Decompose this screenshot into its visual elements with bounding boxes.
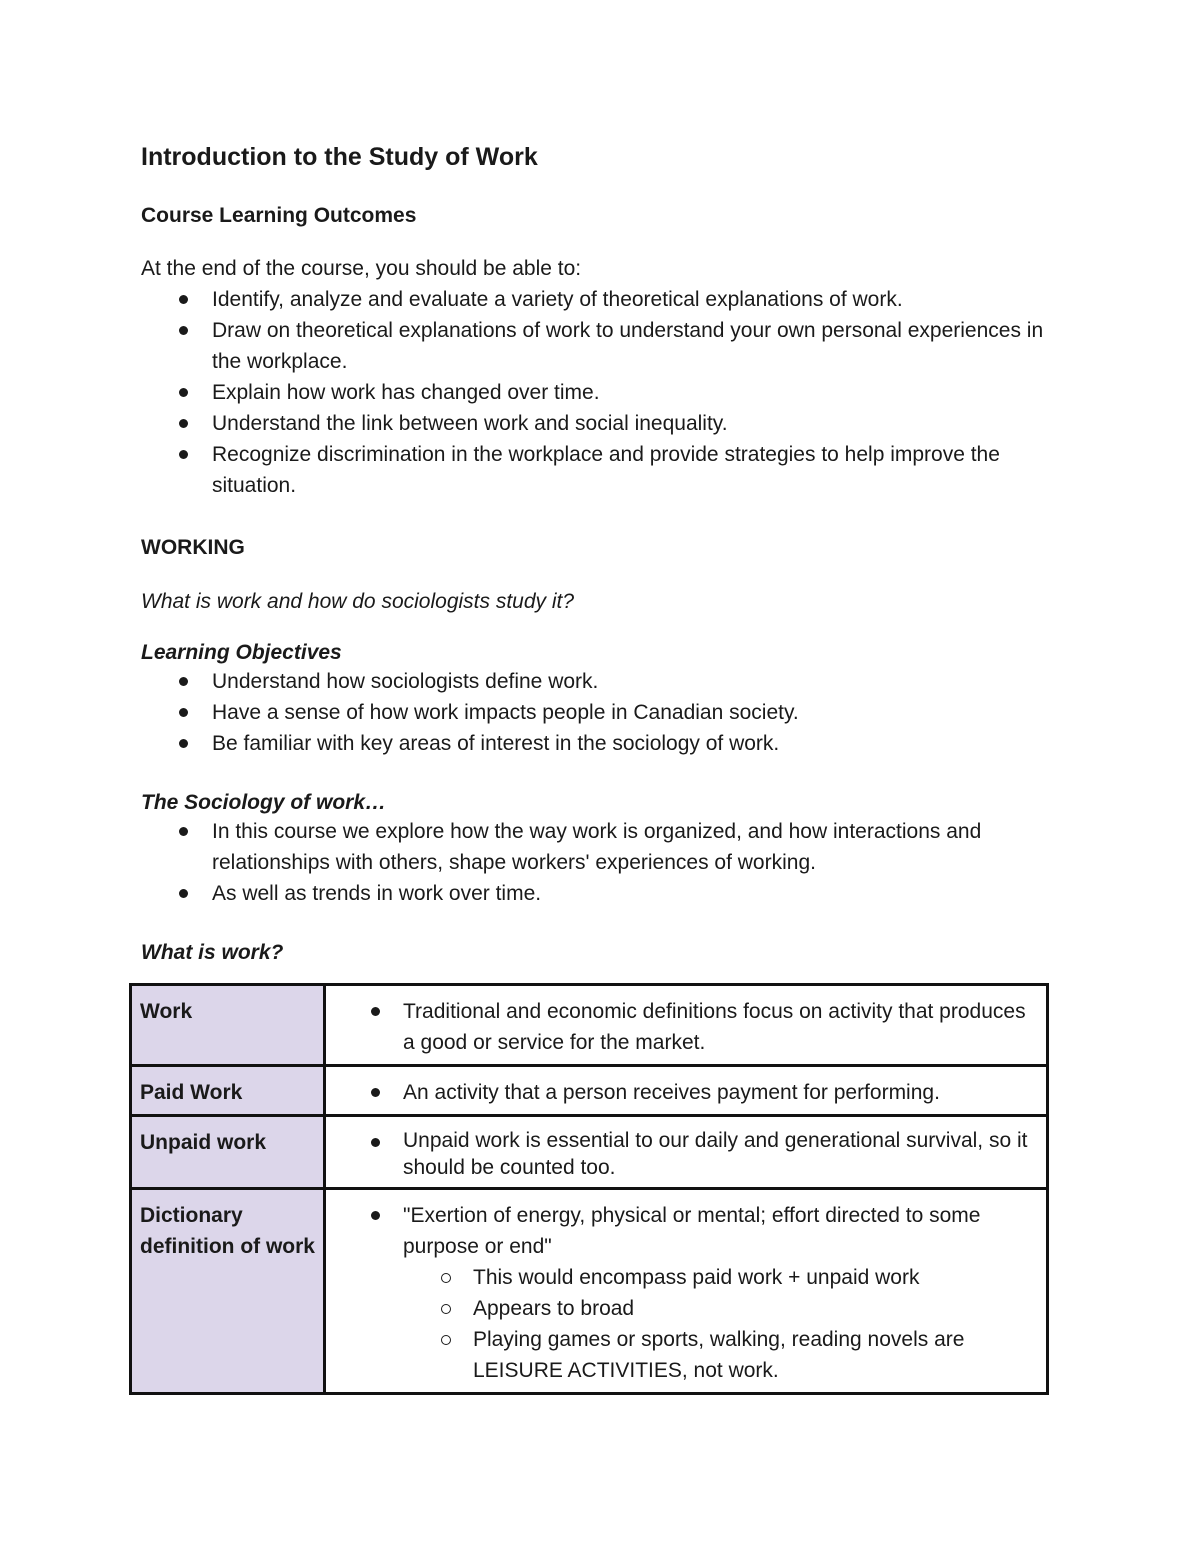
definition-cell (325, 985, 1048, 1066)
list-item: Understand the link between work and social inequality. (141, 408, 1061, 439)
term-cell: Dictionary definition of work (131, 1189, 325, 1394)
list-item: In this course we explore how the way work is organized, and how interactions and relationships with others, shape workers' experiences of working. (141, 816, 1061, 878)
list-item (326, 1200, 1038, 1386)
outcomes-intro: At the end of the course, you should be able to: (141, 257, 582, 280)
list-item: Traditional and economic definitions focus on activity that produces a good or service for the market. (326, 996, 1038, 1058)
definition-cell (325, 1066, 1048, 1116)
term-cell: Unpaid work (131, 1116, 325, 1189)
working-question: What is work and how do sociologists study it? (141, 590, 575, 613)
list-item: Draw on theoretical explanations of work to understand your own personal experiences in the workplace. (141, 315, 1061, 377)
objectives-section (141, 640, 1061, 759)
definition-cell (325, 1189, 1048, 1394)
outcomes-heading: Course Learning Outcomes (141, 204, 417, 227)
table-row (131, 1189, 1048, 1394)
sociology-list (141, 816, 1061, 909)
sub-list (403, 1262, 1038, 1386)
list-item: Identify, analyze and evaluate a variety of theoretical explanations of work. (141, 284, 1061, 315)
table-row (131, 1066, 1048, 1116)
sociology-section (141, 790, 1061, 909)
list-item: An activity that a person receives payment for performing. (326, 1077, 1038, 1108)
term-cell: Paid Work (131, 1066, 325, 1116)
page-title: Introduction to the Study of Work (141, 143, 538, 171)
definition-text: "Exertion of energy, physical or mental; effort directed to some purpose or end" (403, 1204, 981, 1258)
list-item: Understand how sociologists define work. (141, 666, 1061, 697)
list-item: Explain how work has changed over time. (141, 377, 1061, 408)
definition-cell (325, 1116, 1048, 1189)
list-item: Unpaid work is essential to our daily and generational survival, so it should be counted too. (326, 1127, 1038, 1181)
sub-list-item: Playing games or sports, walking, reading novels are LEISURE ACTIVITIES, not work. (403, 1324, 1038, 1386)
list-item: Have a sense of how work impacts people in Canadian society. (141, 697, 1061, 728)
list-item: Be familiar with key areas of interest in the sociology of work. (141, 728, 1061, 759)
sub-list-item: This would encompass paid work + unpaid work (403, 1262, 1038, 1293)
outcomes-list (141, 284, 1061, 501)
list-item: As well as trends in work over time. (141, 878, 1061, 909)
table-row (131, 1116, 1048, 1189)
objectives-heading: Learning Objectives (141, 641, 342, 664)
document-page (141, 140, 1061, 966)
what-is-work-heading: What is work? (141, 941, 284, 964)
table-row (131, 985, 1048, 1066)
sub-list-item: Appears to broad (403, 1293, 1038, 1324)
list-item: Recognize discrimination in the workplace and provide strategies to help improve the situation. (141, 439, 1061, 501)
sociology-heading: The Sociology of work… (141, 791, 387, 814)
working-heading: WORKING (141, 536, 245, 559)
term-cell: Work (131, 985, 325, 1066)
outcomes-section (141, 253, 1061, 501)
definitions-table (129, 983, 1049, 1395)
objectives-list (141, 666, 1061, 759)
